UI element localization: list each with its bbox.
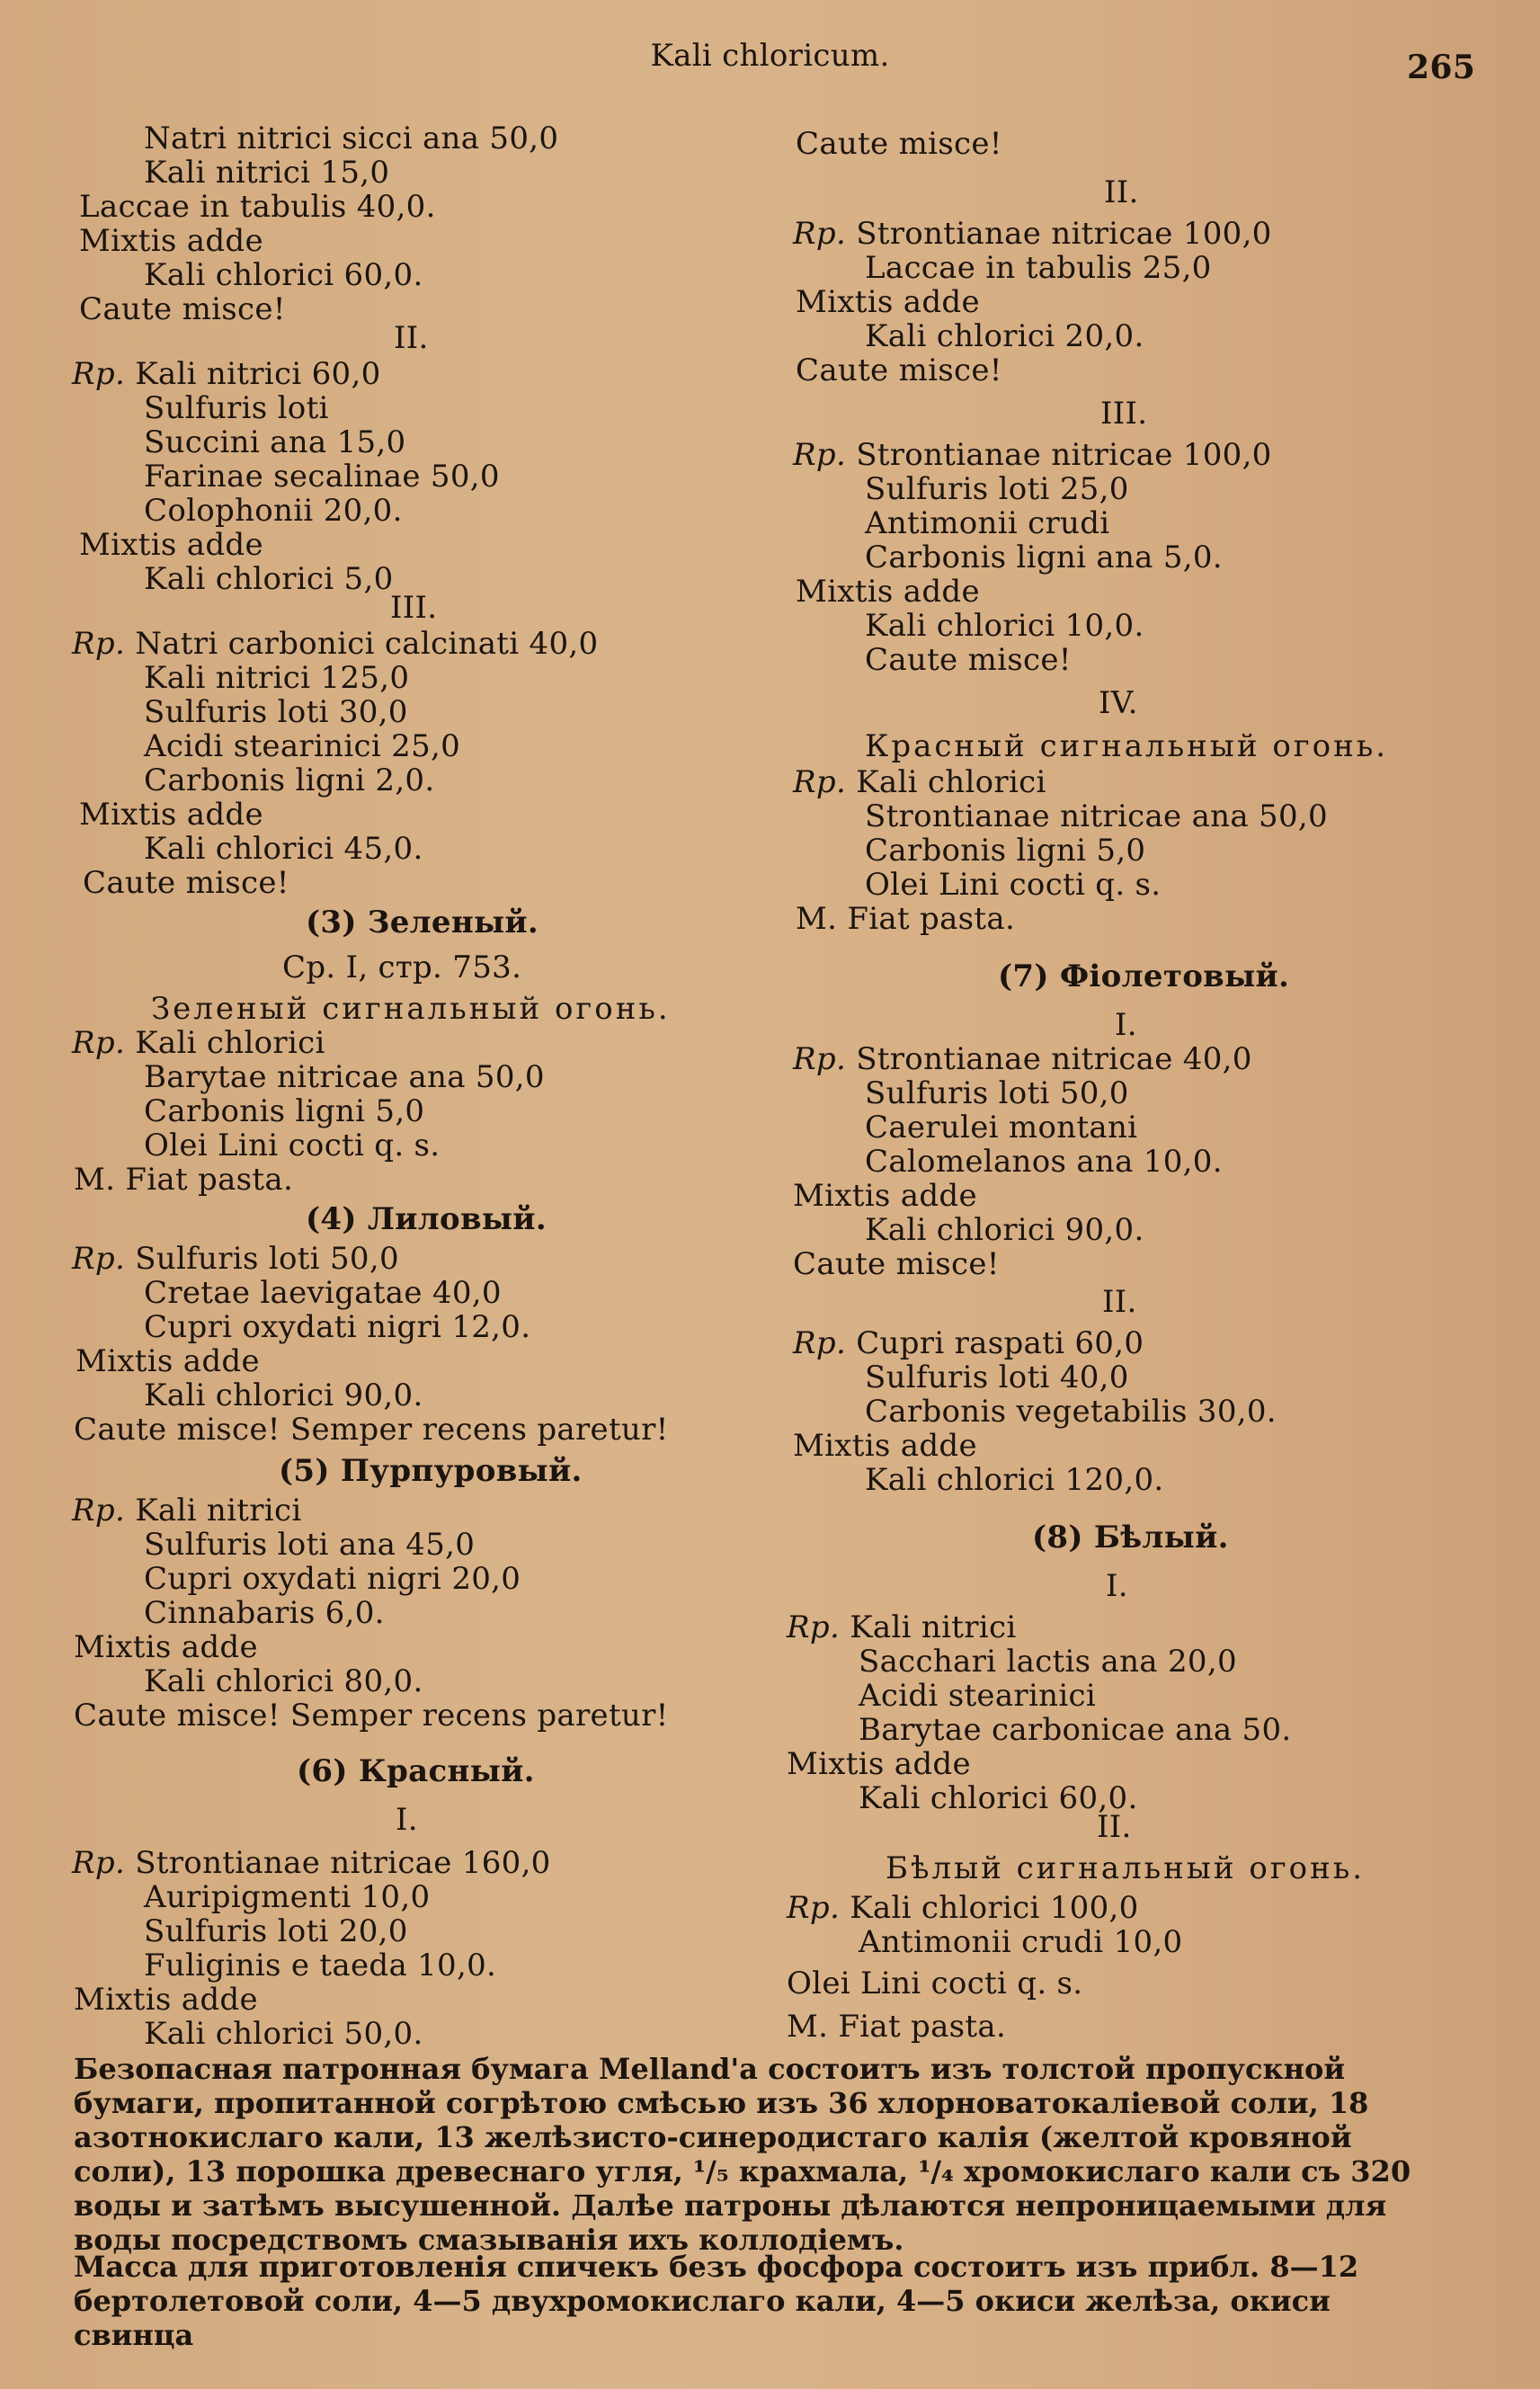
text-line bbox=[865, 1075, 1129, 1111]
text-line bbox=[796, 352, 1002, 388]
page-number: 265 bbox=[1407, 49, 1476, 86]
line-text: Kali chlorici bbox=[856, 764, 1046, 800]
text-line bbox=[1099, 685, 1138, 721]
recipe-mark: Rp. bbox=[787, 1609, 850, 1645]
line-text: Strontianae nitricae 160,0 bbox=[135, 1845, 551, 1881]
text-line bbox=[297, 1753, 535, 1789]
line-text: Kali chlorici 100,0 bbox=[850, 1890, 1139, 1926]
text-line bbox=[83, 865, 289, 901]
text-line bbox=[144, 493, 403, 529]
line-text: Ср. I, стр. 753. bbox=[282, 949, 522, 985]
line-text: III. bbox=[390, 590, 438, 626]
line-text: Calomelanos ana 10,0. bbox=[865, 1144, 1223, 1180]
text-line bbox=[144, 728, 460, 764]
text-line bbox=[787, 1609, 1017, 1645]
text-line bbox=[72, 1241, 399, 1277]
line-text: Barytae nitricae ana 50,0 bbox=[144, 1059, 545, 1095]
line-text: Kali chlorici 120,0. bbox=[865, 1462, 1164, 1498]
line-text: Sulfuris loti 40,0 bbox=[865, 1359, 1129, 1395]
line-text: Kali nitrici bbox=[850, 1609, 1017, 1645]
line-text: M. Fiat pasta. bbox=[787, 2009, 1007, 2045]
text-line bbox=[787, 1966, 1082, 2001]
text-line bbox=[793, 1428, 977, 1464]
line-text: (5) Пурпуровый. bbox=[279, 1453, 583, 1489]
text-line bbox=[144, 390, 329, 426]
text-line bbox=[1100, 396, 1147, 432]
text-line bbox=[796, 126, 1002, 162]
line-text: Sulfuris loti 20,0 bbox=[144, 1913, 408, 1949]
text-line bbox=[76, 1343, 260, 1379]
line-text: Mixtis adde bbox=[74, 1982, 258, 2018]
text-line bbox=[793, 437, 1272, 473]
line-text: Kali nitrici 15,0 bbox=[144, 155, 390, 191]
recipe-mark: Rp. bbox=[793, 764, 857, 800]
text-line bbox=[279, 1453, 583, 1489]
text-line bbox=[793, 1325, 1144, 1361]
line-text: Caute misce! bbox=[83, 865, 289, 901]
line-text: Красный сигнальный огонь. bbox=[865, 728, 1389, 764]
line-text: Kali chlorici 60,0. bbox=[859, 1780, 1138, 1816]
line-text: Kali chlorici 90,0. bbox=[865, 1212, 1144, 1248]
text-line bbox=[144, 1377, 423, 1413]
text-line bbox=[144, 762, 434, 798]
text-line bbox=[79, 527, 263, 563]
text-line bbox=[144, 831, 423, 867]
line-text: Cupri oxydati nigri 20,0 bbox=[144, 1561, 521, 1597]
text-line bbox=[796, 901, 1015, 937]
line-text: Kali nitrici 125,0 bbox=[144, 660, 410, 696]
line-text: I. bbox=[1106, 1568, 1128, 1604]
line-text: Carbonis ligni 5,0 bbox=[865, 833, 1146, 869]
line-text: Caute misce! bbox=[796, 126, 1002, 162]
text-line bbox=[144, 257, 423, 293]
line-text: M. Fiat pasta. bbox=[74, 1162, 294, 1198]
text-line bbox=[144, 155, 389, 191]
text-line bbox=[787, 2009, 1006, 2045]
text-line bbox=[144, 1595, 385, 1631]
recipe-mark: Rp. bbox=[72, 356, 136, 392]
line-text: Sulfuris loti bbox=[144, 390, 329, 426]
text-line bbox=[79, 797, 263, 833]
line-text: Caute misce! bbox=[793, 1246, 1000, 1282]
text-line bbox=[306, 1201, 547, 1237]
text-line bbox=[886, 1850, 1365, 1886]
line-text: Зеленый сигнальный огонь. bbox=[151, 991, 671, 1027]
recipe-mark: Rp. bbox=[72, 1493, 136, 1529]
running-header: Kali chloricum. bbox=[650, 38, 890, 74]
line-text: Mixtis adde bbox=[74, 1629, 258, 1665]
text-line bbox=[865, 1359, 1129, 1395]
recipe-mark: Rp. bbox=[793, 437, 857, 473]
line-text: Sacchari lactis ana 20,0 bbox=[859, 1644, 1237, 1680]
text-line bbox=[72, 1025, 325, 1061]
recipe-mark: Rp. bbox=[72, 1845, 136, 1881]
text-line bbox=[1032, 1520, 1229, 1556]
text-line bbox=[144, 2016, 423, 2052]
line-text: Olei Lini cocti q. s. bbox=[144, 1128, 441, 1163]
text-line bbox=[787, 1890, 1139, 1926]
line-text: Kali chlorici 10,0. bbox=[865, 608, 1144, 644]
text-line bbox=[306, 905, 539, 940]
text-line bbox=[865, 505, 1109, 541]
text-line bbox=[144, 1128, 440, 1163]
text-line bbox=[390, 590, 437, 626]
text-line bbox=[865, 728, 1388, 764]
text-line bbox=[144, 1879, 430, 1915]
line-text: Sulfuris loti ana 45,0 bbox=[144, 1527, 476, 1563]
line-text: I. bbox=[396, 1802, 418, 1838]
line-text: Sulfuris loti 30,0 bbox=[144, 694, 408, 730]
text-line bbox=[865, 642, 1072, 678]
text-line bbox=[144, 120, 558, 156]
recipe-mark: Rp. bbox=[72, 1025, 136, 1061]
recipe-mark: Rp. bbox=[793, 1041, 857, 1077]
line-text: Olei Lini cocti q. s. bbox=[787, 1966, 1083, 2001]
line-text: Kali chlorici 90,0. bbox=[144, 1377, 423, 1413]
line-text: Strontianae nitricae 40,0 bbox=[856, 1041, 1252, 1077]
line-text: I. bbox=[1115, 1007, 1137, 1043]
text-line bbox=[394, 320, 429, 356]
line-text: (6) Красный. bbox=[297, 1753, 535, 1789]
text-line bbox=[865, 1212, 1144, 1248]
line-text: Mixtis adde bbox=[79, 527, 263, 563]
text-line bbox=[865, 1394, 1277, 1430]
text-line bbox=[79, 189, 436, 225]
text-line bbox=[998, 958, 1289, 994]
text-line bbox=[74, 1629, 258, 1665]
text-line bbox=[144, 459, 500, 495]
line-text: M. Fiat pasta. bbox=[796, 901, 1016, 937]
text-line bbox=[1097, 1809, 1132, 1845]
text-line bbox=[144, 424, 405, 460]
text-line bbox=[74, 1982, 258, 2018]
text-line bbox=[72, 356, 381, 392]
recipe-mark: Rp. bbox=[793, 1325, 857, 1361]
line-text: Kali nitrici 60,0 bbox=[135, 356, 381, 392]
line-text: III. bbox=[1100, 396, 1148, 432]
paragraph-match-mass: Масса для приготовленія спичекъ безъ фосфора состоитъ изъ прибл. 8—12 бертолетовой соли, 4—5 двухромокислаго кали, 4—5 окиси желѣза, окиси свинца bbox=[74, 2250, 1359, 2352]
line-text: Caute misce! Semper recens paretur! bbox=[74, 1698, 669, 1734]
text-line bbox=[144, 660, 409, 696]
text-line bbox=[865, 1110, 1137, 1145]
text-line bbox=[144, 1527, 475, 1563]
line-text: Carbonis ligni 2,0. bbox=[144, 762, 435, 798]
text-line bbox=[865, 539, 1223, 575]
line-text: Sulfuris loti 50,0 bbox=[865, 1075, 1129, 1111]
line-text: Mixtis adde bbox=[79, 223, 263, 259]
line-text: Caerulei montani bbox=[865, 1110, 1138, 1145]
text-line bbox=[144, 1663, 423, 1699]
text-line bbox=[72, 626, 598, 662]
text-line bbox=[793, 1041, 1252, 1077]
text-line bbox=[859, 1924, 1183, 1960]
line-text: Carbonis ligni ana 5,0. bbox=[865, 539, 1223, 575]
line-text: Carbonis vegetabilis 30,0. bbox=[865, 1394, 1277, 1430]
line-text: Antimonii crudi bbox=[865, 505, 1110, 541]
text-line bbox=[144, 1309, 530, 1345]
line-text: (4) Лиловый. bbox=[306, 1201, 547, 1237]
line-text: Kali chlorici 50,0. bbox=[144, 2016, 423, 2052]
line-text: Natri nitrici sicci ana 50,0 bbox=[144, 120, 559, 156]
text-line bbox=[793, 1178, 977, 1214]
text-line bbox=[787, 1746, 971, 1782]
line-text: Kali chlorici 5,0 bbox=[144, 561, 394, 597]
line-text: Mixtis adde bbox=[79, 797, 263, 833]
line-text: Caute misce! bbox=[79, 291, 286, 327]
text-line bbox=[144, 694, 408, 730]
line-text: Auripigmenti 10,0 bbox=[144, 1879, 431, 1915]
line-text: Strontianae nitricae 100,0 bbox=[856, 437, 1272, 473]
text-line bbox=[396, 1802, 418, 1838]
text-line bbox=[865, 250, 1212, 286]
line-text: Mixtis adde bbox=[787, 1746, 971, 1782]
line-text: Mixtis adde bbox=[793, 1178, 977, 1214]
line-text: Kali nitrici bbox=[135, 1493, 302, 1529]
line-text: Fuliginis e taeda 10,0. bbox=[144, 1948, 497, 1983]
line-text: Sulfuris loti 25,0 bbox=[865, 471, 1129, 507]
line-text: Mixtis adde bbox=[796, 284, 980, 320]
text-line bbox=[1102, 1284, 1137, 1320]
text-line bbox=[796, 284, 980, 320]
recipe-mark: Rp. bbox=[72, 1241, 136, 1277]
text-line bbox=[859, 1644, 1237, 1680]
line-text: Mixtis adde bbox=[796, 574, 980, 610]
text-line bbox=[859, 1712, 1292, 1748]
line-text: (7) Фіолетовый. bbox=[998, 958, 1290, 994]
text-line bbox=[144, 1948, 496, 1983]
line-text: Mixtis adde bbox=[793, 1428, 977, 1464]
text-line bbox=[793, 764, 1046, 800]
text-line bbox=[1115, 1007, 1137, 1043]
line-text: Strontianae nitricae 100,0 bbox=[856, 216, 1272, 252]
text-line bbox=[796, 574, 980, 610]
line-text: Kali chlorici 45,0. bbox=[144, 831, 423, 867]
text-line bbox=[1104, 174, 1139, 210]
line-text: Бѣлый сигнальный огонь. bbox=[886, 1850, 1366, 1886]
text-line bbox=[144, 1093, 424, 1129]
text-line bbox=[74, 1412, 669, 1448]
text-line bbox=[865, 867, 1161, 903]
line-text: Caute misce! bbox=[865, 642, 1072, 678]
line-text: Carbonis ligni 5,0 bbox=[144, 1093, 425, 1129]
text-line bbox=[282, 949, 521, 985]
line-text: IV. bbox=[1099, 685, 1138, 721]
text-line bbox=[865, 833, 1145, 869]
text-line bbox=[72, 1845, 551, 1881]
text-line bbox=[74, 1698, 669, 1734]
line-text: (8) Бѣлый. bbox=[1032, 1520, 1229, 1556]
line-text: II. bbox=[1097, 1809, 1132, 1845]
paragraph-patron-paper: Безопасная патронная бумага Mellаnd'а состоитъ изъ толстой пропускной бумаги, пропитанной согрѣтою смѣсью изъ 36 хлорноватокаліевой соли, 18 азотнокислаго кали, 13 желѣзисто-синеродистаго калія (желтой кровяной соли), 13 порошка древеснаго угля, ¹/₅ крахмала, ¹/₄ хромокислаго кали съ 320 воды и затѣмъ высушенной. Далѣе патроны дѣлаются непроницаемыми для воды посредствомъ смазыванія ихъ коллодіемъ. bbox=[74, 2052, 1411, 2257]
text-line bbox=[865, 1144, 1223, 1180]
line-text: Mixtis adde bbox=[76, 1343, 260, 1379]
line-text: Caute misce! Semper recens paretur! bbox=[74, 1412, 669, 1448]
line-text: Caute misce! bbox=[796, 352, 1002, 388]
text-line bbox=[151, 991, 671, 1027]
recipe-mark: Rp. bbox=[787, 1890, 850, 1926]
text-line bbox=[74, 1162, 293, 1198]
line-text: Succini ana 15,0 bbox=[144, 424, 406, 460]
recipe-mark: Rp. bbox=[72, 626, 136, 662]
text-line bbox=[865, 798, 1328, 834]
line-text: II. bbox=[1104, 174, 1139, 210]
text-line bbox=[865, 318, 1144, 354]
text-line bbox=[144, 1059, 545, 1095]
text-line bbox=[79, 223, 263, 259]
text-line bbox=[144, 1913, 408, 1949]
line-text: Laccae in tabulis 25,0 bbox=[865, 250, 1212, 286]
line-text: Acidi stearinici bbox=[859, 1678, 1097, 1714]
line-text: II. bbox=[394, 320, 429, 356]
line-text: Kali chlorici 20,0. bbox=[865, 318, 1144, 354]
line-text: Acidi stearinici 25,0 bbox=[144, 728, 461, 764]
line-text: Cinnabaris 6,0. bbox=[144, 1595, 385, 1631]
line-text: (3) Зеленый. bbox=[306, 905, 539, 940]
line-text: Laccae in tabulis 40,0. bbox=[79, 189, 436, 225]
line-text: Kali chlorici 80,0. bbox=[144, 1663, 423, 1699]
text-line bbox=[1106, 1568, 1128, 1604]
line-text: Cupri raspati 60,0 bbox=[856, 1325, 1144, 1361]
line-text: Colophonii 20,0. bbox=[144, 493, 403, 529]
text-line bbox=[72, 1493, 302, 1529]
text-line bbox=[865, 608, 1144, 644]
text-line bbox=[793, 1246, 1000, 1282]
line-text: Kali chlorici bbox=[135, 1025, 325, 1061]
text-line bbox=[144, 561, 394, 597]
text-line bbox=[865, 471, 1129, 507]
text-line bbox=[144, 1561, 521, 1597]
text-line bbox=[859, 1780, 1138, 1816]
line-text: Barytae carbonicae ana 50. bbox=[859, 1712, 1292, 1748]
text-line bbox=[865, 1462, 1164, 1498]
line-text: Farinae secalinae 50,0 bbox=[144, 459, 500, 495]
line-text: Sulfuris loti 50,0 bbox=[135, 1241, 399, 1277]
line-text: Strontianae nitricae ana 50,0 bbox=[865, 798, 1328, 834]
line-text: Natri carbonici calcinati 40,0 bbox=[135, 626, 599, 662]
line-text: Cretae laevigatae 40,0 bbox=[144, 1275, 502, 1311]
line-text: Cupri oxydati nigri 12,0. bbox=[144, 1309, 531, 1345]
text-line bbox=[859, 1678, 1096, 1714]
line-text: Kali chlorici 60,0. bbox=[144, 257, 423, 293]
line-text: Antimonii crudi 10,0 bbox=[859, 1924, 1183, 1960]
line-text: II. bbox=[1102, 1284, 1137, 1320]
text-line bbox=[79, 291, 286, 327]
recipe-mark: Rp. bbox=[793, 216, 857, 252]
text-line bbox=[144, 1275, 502, 1311]
text-line bbox=[793, 216, 1272, 252]
line-text: Olei Lini cocti q. s. bbox=[865, 867, 1162, 903]
